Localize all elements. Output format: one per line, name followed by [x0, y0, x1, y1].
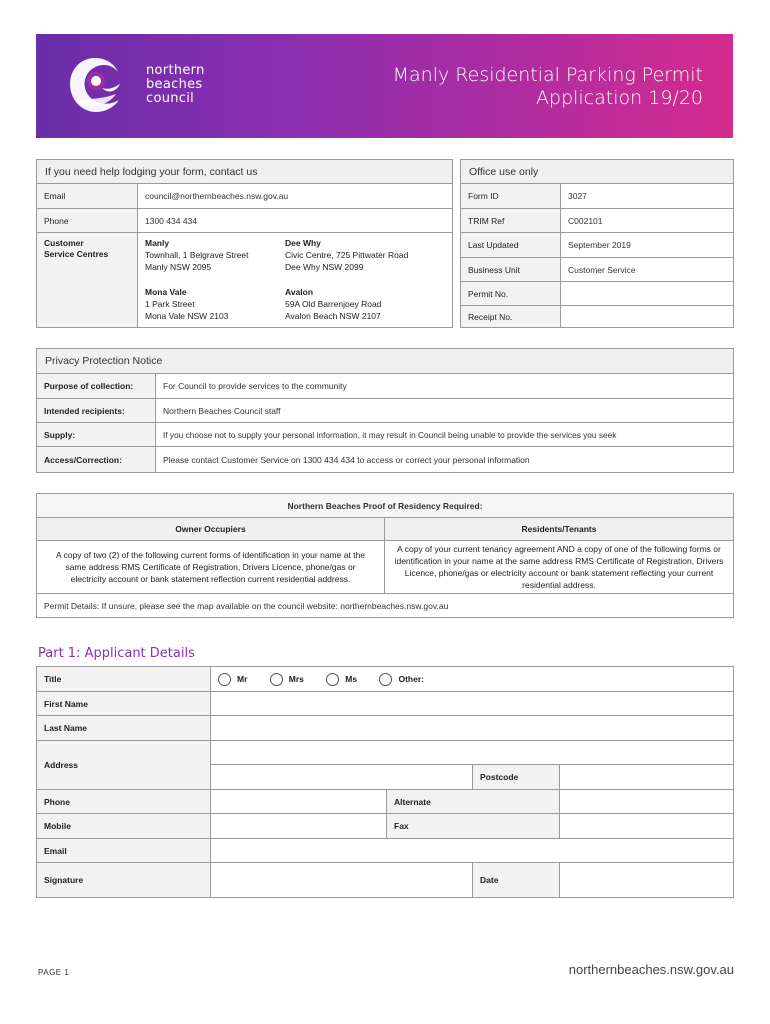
- title-option-mrs[interactable]: Mrs: [270, 673, 304, 686]
- tenants-header: Residents/Tenants: [385, 518, 734, 541]
- form-title: Manly Residential Parking Permit Application 19/20: [392, 64, 703, 109]
- first-name-field[interactable]: [211, 692, 734, 716]
- access-value: Please contact Customer Service on 1300 434 434 to access or correct your personal information: [156, 447, 734, 473]
- office-use-table: [460, 159, 734, 328]
- part1-heading: Part 1: Applicant Details: [38, 646, 195, 661]
- council-wordmark: northern beaches council: [146, 63, 205, 106]
- access-label: Access/Correction:: [37, 447, 156, 473]
- page-number: PAGE 1: [38, 968, 70, 977]
- receipt-no-field[interactable]: [561, 306, 734, 328]
- centre-mona-vale: Mona Vale 1 Park Street Mona Vale NSW 2103: [145, 287, 229, 321]
- first-name-label: First Name: [37, 692, 211, 716]
- office-header: Office use only: [461, 160, 734, 184]
- last-name-label: Last Name: [37, 716, 211, 741]
- centre-avalon: Avalon 59A Old Barrenjoey Road Avalon Beach NSW 2107: [285, 287, 382, 321]
- recipients-value: Northern Beaches Council staff: [156, 399, 734, 423]
- radio-icon[interactable]: [270, 673, 283, 686]
- council-logo-icon: [66, 54, 124, 116]
- phone-label: Phone: [37, 790, 211, 814]
- email-label: Email: [37, 184, 138, 209]
- trim-ref-value: C002101: [561, 209, 734, 233]
- last-updated-label: Last Updated: [461, 233, 561, 258]
- signature-label: Signature: [37, 863, 211, 898]
- date-label: Date: [473, 863, 560, 898]
- privacy-notice-table: [36, 348, 734, 473]
- permit-details-note: Permit Details: If unsure, please see the map available on the council website: northernbeaches.nsw.gov.au: [37, 594, 734, 618]
- owner-requirements: A copy of two (2) of the following current forms of identification in your name at the same address RMS Certificate of Registration, Drivers Licence, phone/gas or electricity account or bank statement reflection current residential address.: [37, 541, 385, 594]
- applicant-details-table: [36, 666, 734, 898]
- last-updated-value: September 2019: [561, 233, 734, 258]
- service-centres-label: Customer Service Centres: [37, 233, 138, 328]
- fax-field[interactable]: [560, 814, 734, 839]
- date-field[interactable]: [560, 863, 734, 898]
- address-label: Address: [37, 741, 211, 790]
- contact-header: If you need help lodging your form, contact us: [37, 160, 453, 184]
- footer-website: northernbeaches.nsw.gov.au: [568, 962, 734, 977]
- title-option-ms[interactable]: Ms: [326, 673, 357, 686]
- radio-icon[interactable]: [379, 673, 392, 686]
- postcode-label: Postcode: [473, 765, 560, 790]
- fax-label: Fax: [387, 814, 560, 839]
- phone-value: 1300 434 434: [138, 209, 453, 233]
- supply-value: If you choose not to supply your personal information, it may result in Council being unable to provide the services you seek: [156, 423, 734, 447]
- form-id-label: Form ID: [461, 184, 561, 209]
- radio-icon[interactable]: [326, 673, 339, 686]
- phone-label: Phone: [37, 209, 138, 233]
- owner-occupiers-header: Owner Occupiers: [37, 518, 385, 541]
- business-unit-label: Business Unit: [461, 258, 561, 282]
- title-option-mr[interactable]: Mr: [218, 673, 247, 686]
- business-unit-value: Customer Service: [561, 258, 734, 282]
- centre-dee-why: Dee Why Civic Centre, 725 Pittwater Road Dee Why NSW 2099: [285, 238, 409, 272]
- proof-header: Northern Beaches Proof of Residency Required:: [37, 494, 734, 518]
- header-banner: [36, 34, 733, 138]
- purpose-label: Purpose of collection:: [37, 374, 156, 399]
- tenant-requirements: A copy of your current tenancy agreement AND a copy of one of the following forms or identification in your name at the same address RMS Certificate of Registration, Drivers Licence, phone/gas or electricity account or bank statement reflecting your current residential address.: [385, 541, 734, 594]
- mobile-field[interactable]: [211, 814, 387, 839]
- supply-label: Supply:: [37, 423, 156, 447]
- receipt-no-label: Receipt No.: [461, 306, 561, 328]
- email-label: Email: [37, 839, 211, 863]
- postcode-field[interactable]: [560, 765, 734, 790]
- phone-field[interactable]: [211, 790, 387, 814]
- trim-ref-label: TRIM Ref: [461, 209, 561, 233]
- address-field-line1[interactable]: [211, 741, 734, 765]
- permit-no-field[interactable]: [561, 282, 734, 306]
- privacy-header: Privacy Protection Notice: [37, 349, 734, 374]
- recipients-label: Intended recipients:: [37, 399, 156, 423]
- alternate-field[interactable]: [560, 790, 734, 814]
- last-name-field[interactable]: [211, 716, 734, 741]
- title-label: Title: [37, 667, 211, 692]
- service-centres: [138, 233, 453, 328]
- signature-field[interactable]: [211, 863, 473, 898]
- email-value: council@northernbeaches.nsw.gov.au: [138, 184, 453, 209]
- mobile-label: Mobile: [37, 814, 211, 839]
- title-option-other[interactable]: Other:: [379, 673, 424, 686]
- proof-of-residency-table: [36, 493, 734, 618]
- email-field[interactable]: [211, 839, 734, 863]
- alternate-label: Alternate: [387, 790, 560, 814]
- address-field-line2[interactable]: [211, 765, 473, 790]
- purpose-value: For Council to provide services to the community: [156, 374, 734, 399]
- form-id-value: 3027: [561, 184, 734, 209]
- radio-icon[interactable]: [218, 673, 231, 686]
- permit-no-label: Permit No.: [461, 282, 561, 306]
- centre-manly: Manly Townhall, 1 Belgrave Street Manly NSW 2095: [145, 238, 249, 272]
- contact-table: [36, 159, 453, 328]
